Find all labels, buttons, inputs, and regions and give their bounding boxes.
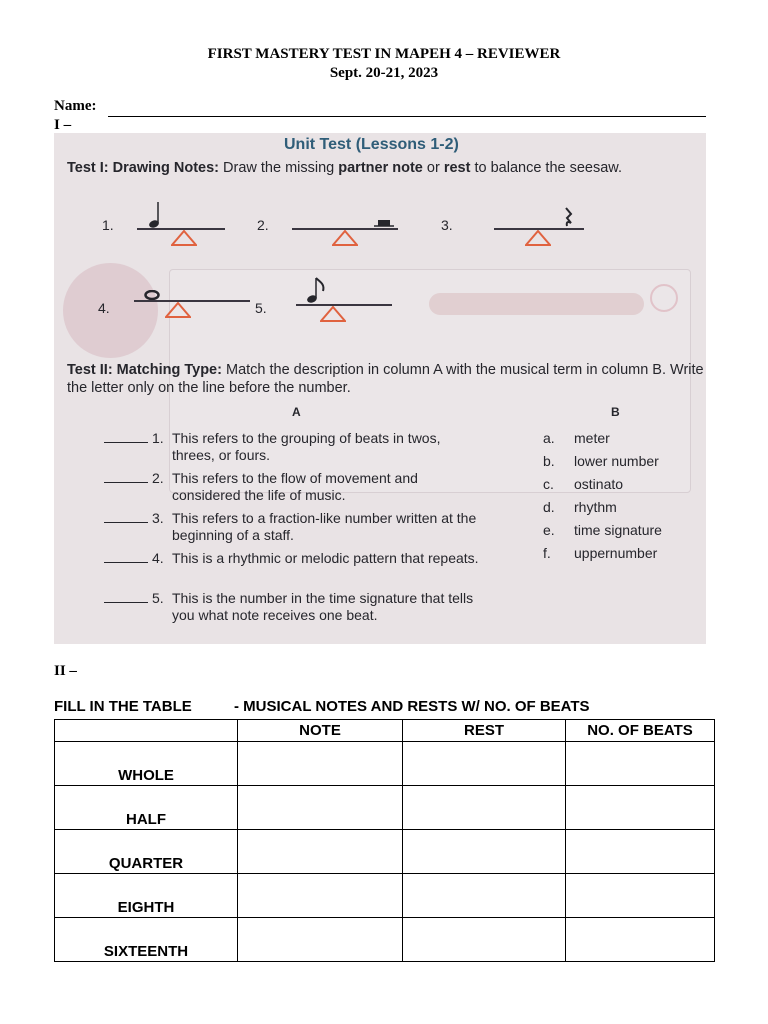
item-number: 4.	[152, 550, 164, 566]
column-b-item	[543, 430, 610, 446]
choice-letter: a.	[543, 430, 555, 446]
choice-letter: d.	[543, 499, 555, 515]
header-cell-beats: NO. OF BEATS	[566, 720, 715, 742]
column-b-item	[543, 476, 623, 492]
table-row	[55, 874, 715, 918]
header-cell-note: NOTE	[238, 720, 403, 742]
answer-blank[interactable]	[104, 522, 148, 523]
rest-cell[interactable]	[403, 874, 566, 918]
test1-instr-e: to balance the seesaw.	[474, 160, 622, 176]
rest-cell[interactable]	[403, 918, 566, 962]
test1-instr-d: rest	[443, 160, 471, 176]
table-row	[55, 742, 715, 786]
name-line	[108, 116, 706, 117]
seesaw-beam	[134, 300, 250, 302]
seesaw-item-number: 3.	[441, 217, 453, 233]
rest-cell[interactable]	[403, 786, 566, 830]
row-label: WHOLE	[55, 742, 238, 786]
item-number: 2.	[152, 470, 164, 486]
column-a-item	[104, 430, 494, 464]
note-cell[interactable]	[238, 830, 403, 874]
note-cell[interactable]	[238, 742, 403, 786]
table-header-row	[55, 720, 715, 742]
answer-blank[interactable]	[104, 482, 148, 483]
seesaw-item-number: 5.	[255, 300, 267, 316]
row-label: HALF	[55, 786, 238, 830]
table-row	[55, 786, 715, 830]
notes-rests-table	[54, 719, 715, 962]
choice-letter: b.	[543, 453, 555, 469]
seesaw-fulcrum	[320, 306, 346, 322]
item-text: This refers to the grouping of beats in twos, threes, or fours.	[172, 430, 441, 463]
item-text: This refers to the flow of movement and considered the life of music.	[172, 470, 418, 503]
test1-instructions	[67, 159, 706, 178]
half-rest-icon	[374, 216, 396, 228]
seesaw-item-number: 4.	[98, 300, 110, 316]
row-label: SIXTEENTH	[55, 918, 238, 962]
item-text: This refers to a fraction-like number written at the beginning of a staff.	[172, 510, 477, 543]
seesaw-item-number: 1.	[102, 217, 114, 233]
column-b-item	[543, 499, 617, 515]
seesaw-fulcrum	[171, 230, 197, 246]
table-row	[55, 918, 715, 962]
seesaw-item-number: 2.	[257, 217, 269, 233]
item-text: This is the number in the time signature that tells you what note receives one beat.	[172, 590, 474, 623]
scanned-worksheet	[54, 133, 706, 644]
answer-blank[interactable]	[104, 562, 148, 563]
column-b-item	[543, 453, 659, 469]
seesaw-fulcrum	[165, 302, 191, 318]
rest-cell[interactable]	[403, 830, 566, 874]
cartoon-decoration	[63, 263, 158, 358]
beats-cell[interactable]	[566, 830, 715, 874]
answer-blank[interactable]	[104, 602, 148, 603]
table-row	[55, 830, 715, 874]
header-cell-blank	[55, 720, 238, 742]
row-label: EIGHTH	[55, 874, 238, 918]
column-b-header: B	[611, 405, 620, 419]
beats-cell[interactable]	[566, 918, 715, 962]
choice-text: time signature	[574, 522, 662, 538]
choice-letter: e.	[543, 522, 555, 538]
seesaw-fulcrum	[332, 230, 358, 246]
table-subtitle: - MUSICAL NOTES AND RESTS W/ NO. OF BEATS	[234, 698, 590, 715]
test1-instr-b: partner note	[338, 160, 423, 176]
test2-instructions	[67, 361, 706, 397]
document-date: Sept. 20-21, 2023	[329, 65, 439, 81]
unit-test-title: Unit Test (Lessons 1-2)	[284, 136, 459, 153]
table-title-text: FILL IN THE TABLE	[54, 698, 192, 715]
note-cell[interactable]	[238, 874, 403, 918]
name-label: Name:	[54, 98, 97, 114]
beats-cell[interactable]	[566, 742, 715, 786]
test1-instr-c: or	[426, 160, 440, 176]
part-one-label: I –	[54, 117, 72, 133]
item-number: 3.	[152, 510, 164, 526]
column-b-item	[543, 522, 662, 538]
column-a-item	[104, 510, 494, 544]
document-title: FIRST MASTERY TEST IN MAPEH 4 – REVIEWER	[207, 46, 561, 62]
part-two-label: II –	[54, 663, 77, 679]
test1-label: Test I: Drawing Notes:	[67, 160, 219, 176]
beats-cell[interactable]	[566, 786, 715, 830]
rest-cell[interactable]	[403, 742, 566, 786]
note-cell[interactable]	[238, 786, 403, 830]
choice-text: lower number	[574, 453, 659, 469]
beats-cell[interactable]	[566, 874, 715, 918]
test2-instr: Match the description in column A with the musical term in column B. Write the letter only on the line before the number.	[67, 362, 704, 396]
choice-letter: c.	[543, 476, 554, 492]
item-number: 5.	[152, 590, 164, 606]
choice-text: uppernumber	[574, 545, 658, 561]
column-a-item	[104, 470, 494, 504]
column-a-header: A	[292, 405, 301, 419]
row-label: QUARTER	[55, 830, 238, 874]
whole-note-icon	[144, 290, 160, 300]
column-b-item	[543, 545, 657, 561]
quarter-rest-icon	[562, 207, 574, 227]
choice-letter: f.	[543, 545, 551, 561]
item-number: 1.	[152, 430, 164, 446]
column-a-item	[104, 550, 494, 567]
header-cell-rest: REST	[403, 720, 566, 742]
eighth-note-icon	[306, 276, 328, 304]
column-a-item	[104, 590, 494, 624]
bleed-through-banner	[429, 293, 644, 315]
answer-blank[interactable]	[104, 442, 148, 443]
bulb-icon	[650, 284, 678, 312]
choice-text: meter	[574, 430, 610, 446]
item-text: This is a rhythmic or melodic pattern that repeats.	[172, 550, 479, 566]
note-cell[interactable]	[238, 918, 403, 962]
choice-text: ostinato	[574, 476, 624, 492]
table-title	[54, 698, 590, 715]
test2-label: Test II: Matching Type:	[67, 362, 222, 378]
test1-instr-a: Draw the missing	[223, 160, 335, 176]
choice-text: rhythm	[574, 499, 617, 515]
quarter-note-icon	[148, 200, 162, 228]
seesaw-fulcrum	[525, 230, 551, 246]
